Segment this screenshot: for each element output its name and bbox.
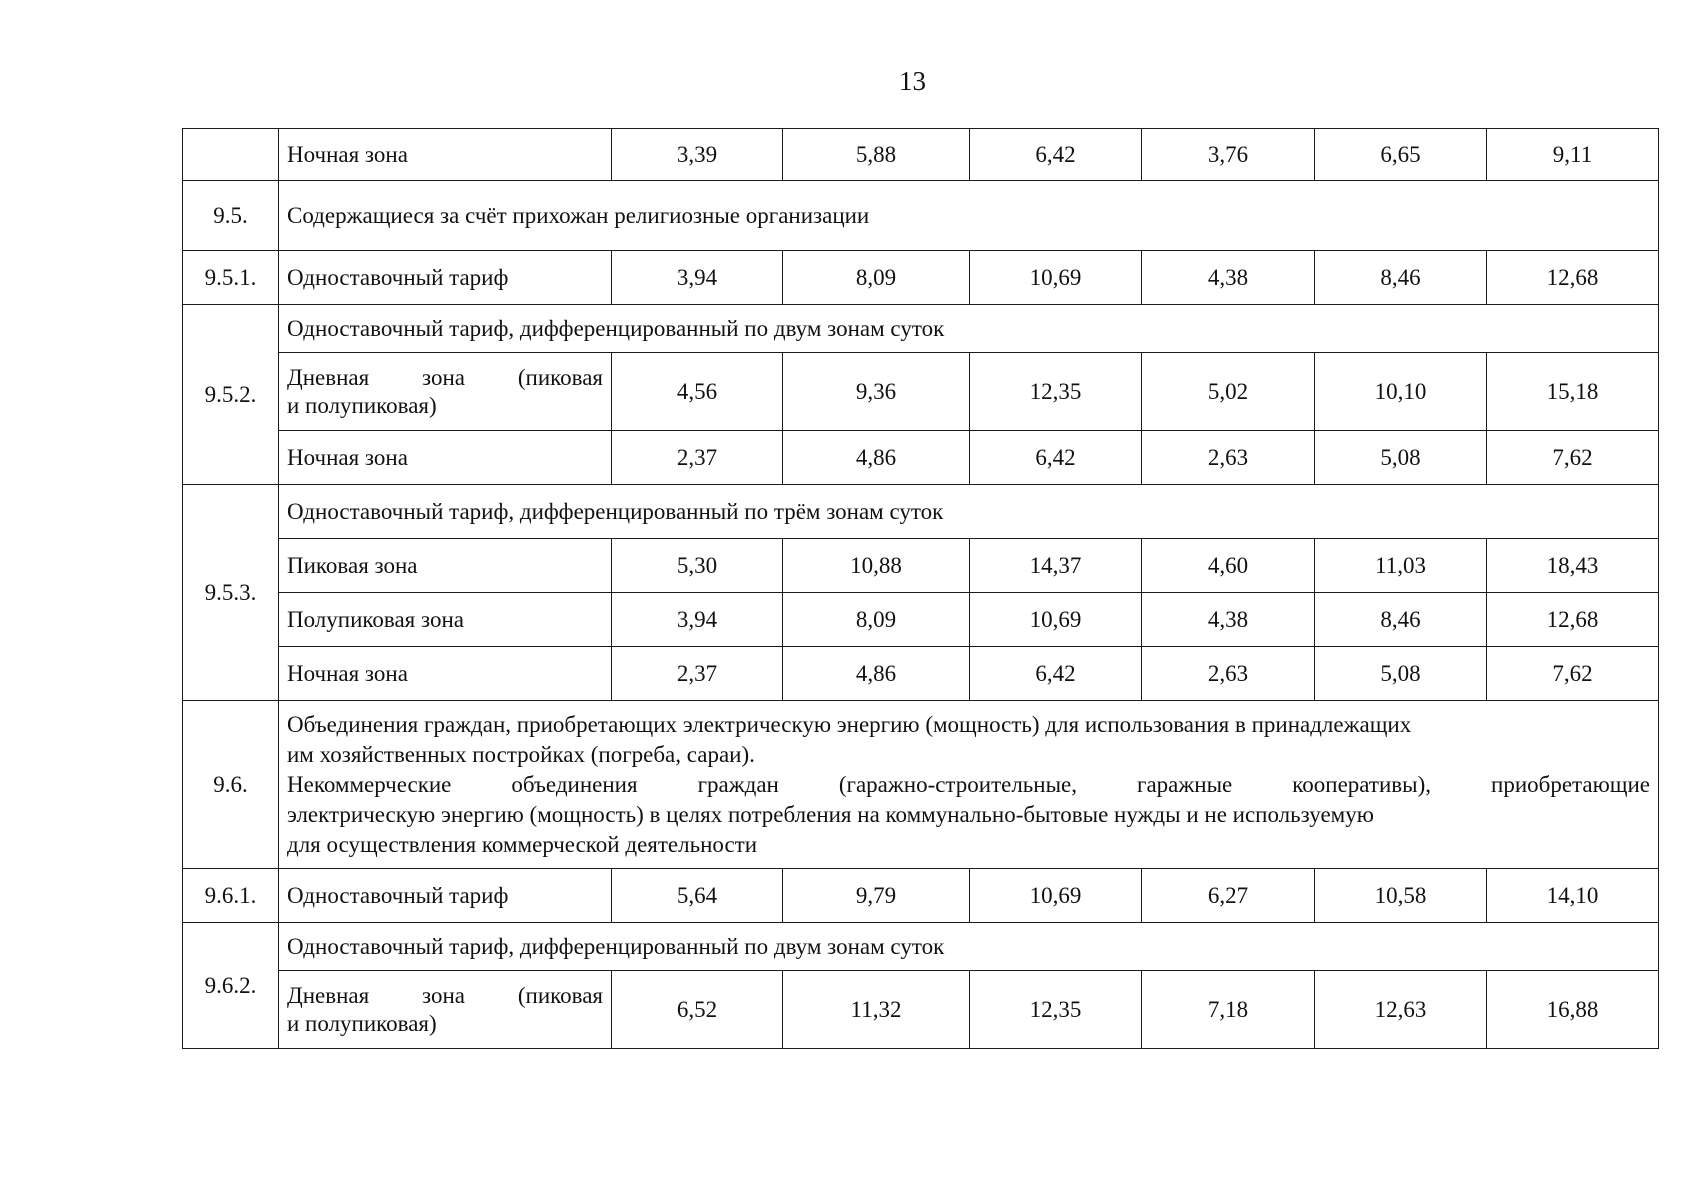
section-line: Некоммерческие объединения граждан (гаражно-строительные, гаражные кооперативы), приобретающие (287, 771, 1650, 797)
section-line: Объединения граждан, приобретающих электрическую энергию (мощность) для использования в принадлежащих (287, 711, 1412, 737)
value-cell: 9,36 (783, 353, 970, 431)
value-cell: 3,39 (612, 129, 783, 181)
value-cell: 6,65 (1315, 129, 1487, 181)
value-cell: 3,76 (1142, 129, 1315, 181)
value-cell: 9,11 (1487, 129, 1659, 181)
value-cell: 10,58 (1315, 869, 1487, 923)
value-cell: 10,88 (783, 539, 970, 593)
value-cell: 2,63 (1142, 647, 1315, 701)
table-row (183, 971, 1659, 1049)
value-cell: 14,37 (970, 539, 1142, 593)
value-cell: 4,86 (783, 431, 970, 485)
table-row (183, 353, 1659, 431)
row-code-cell: 9.5.3. (183, 485, 279, 701)
value-cell: 9,79 (783, 869, 970, 923)
subsection-title: Одноставочный тариф, дифференцированный по трём зонам суток (279, 485, 1659, 539)
value-cell: 5,88 (783, 129, 970, 181)
row-name-line: Дневная зона (пиковая (287, 364, 603, 390)
table-row (183, 539, 1659, 593)
table-row (183, 129, 1659, 181)
section-description (279, 701, 1659, 869)
row-name-cell (279, 353, 612, 431)
value-cell: 12,68 (1487, 593, 1659, 647)
value-cell: 8,46 (1315, 251, 1487, 305)
row-code-cell: 9.5.1. (183, 251, 279, 305)
value-cell: 14,10 (1487, 869, 1659, 923)
value-cell: 18,43 (1487, 539, 1659, 593)
table-row (183, 869, 1659, 923)
tariff-table (182, 128, 1659, 1049)
row-name-cell: Одноставочный тариф (279, 251, 612, 305)
value-cell: 6,42 (970, 647, 1142, 701)
value-cell: 10,10 (1315, 353, 1487, 431)
subsection-row (183, 923, 1659, 971)
value-cell: 5,64 (612, 869, 783, 923)
value-cell: 2,37 (612, 647, 783, 701)
subsection-title: Одноставочный тариф, дифференцированный по двум зонам суток (279, 305, 1659, 353)
section-title: Содержащиеся за счёт прихожан религиозные организации (279, 181, 1659, 251)
value-cell: 10,69 (970, 869, 1142, 923)
row-name-cell: Ночная зона (279, 647, 612, 701)
value-cell: 5,08 (1315, 647, 1487, 701)
subsection-row (183, 305, 1659, 353)
section-row (183, 701, 1659, 869)
value-cell: 3,94 (612, 251, 783, 305)
value-cell: 12,68 (1487, 251, 1659, 305)
subsection-title: Одноставочный тариф, дифференцированный по двум зонам суток (279, 923, 1659, 971)
row-name-cell: Пиковая зона (279, 539, 612, 593)
value-cell: 7,62 (1487, 431, 1659, 485)
value-cell: 6,42 (970, 129, 1142, 181)
value-cell: 8,09 (783, 251, 970, 305)
row-name-cell: Ночная зона (279, 431, 612, 485)
value-cell: 8,46 (1315, 593, 1487, 647)
value-cell: 10,69 (970, 251, 1142, 305)
row-code-cell: 9.5. (183, 181, 279, 251)
row-code-cell: 9.6.2. (183, 923, 279, 1049)
value-cell: 12,63 (1315, 971, 1487, 1049)
value-cell: 4,60 (1142, 539, 1315, 593)
table-row (183, 251, 1659, 305)
row-name-cell: Одноставочный тариф (279, 869, 612, 923)
section-row (183, 181, 1659, 251)
value-cell: 6,42 (970, 431, 1142, 485)
value-cell: 10,69 (970, 593, 1142, 647)
row-code-cell: 9.5.2. (183, 305, 279, 485)
value-cell: 12,35 (970, 971, 1142, 1049)
row-code-cell: 9.6.1. (183, 869, 279, 923)
section-line: для осуществления коммерческой деятельности (287, 831, 758, 857)
value-cell: 11,32 (783, 971, 970, 1049)
table-row (183, 431, 1659, 485)
value-cell: 7,62 (1487, 647, 1659, 701)
value-cell: 2,37 (612, 431, 783, 485)
row-code-cell: 9.6. (183, 701, 279, 869)
value-cell: 4,56 (612, 353, 783, 431)
value-cell: 16,88 (1487, 971, 1659, 1049)
value-cell: 6,27 (1142, 869, 1315, 923)
page-number: 13 (899, 66, 926, 96)
value-cell: 8,09 (783, 593, 970, 647)
value-cell: 6,52 (612, 971, 783, 1049)
row-name-cell: Ночная зона (279, 129, 612, 181)
value-cell: 7,18 (1142, 971, 1315, 1049)
subsection-row (183, 485, 1659, 539)
section-line: им хозяйственных постройках (погреба, сараи). (287, 741, 755, 767)
value-cell: 4,38 (1142, 593, 1315, 647)
row-name-line: Дневная зона (пиковая (287, 982, 603, 1008)
value-cell: 4,86 (783, 647, 970, 701)
value-cell: 3,94 (612, 593, 783, 647)
value-cell: 11,03 (1315, 539, 1487, 593)
value-cell: 15,18 (1487, 353, 1659, 431)
value-cell: 12,35 (970, 353, 1142, 431)
row-name-cell (279, 971, 612, 1049)
table-row (183, 593, 1659, 647)
section-line: электрическую энергию (мощность) в целях потребления на коммунально-бытовые нужды и не используемую (287, 801, 1374, 827)
row-name-cell: Полупиковая зона (279, 593, 612, 647)
row-name-line: и полупиковая) (287, 1010, 437, 1036)
row-code-cell (183, 129, 279, 181)
value-cell: 5,08 (1315, 431, 1487, 485)
value-cell: 5,02 (1142, 353, 1315, 431)
table-row (183, 647, 1659, 701)
value-cell: 5,30 (612, 539, 783, 593)
value-cell: 4,38 (1142, 251, 1315, 305)
value-cell: 2,63 (1142, 431, 1315, 485)
row-name-line: и полупиковая) (287, 392, 437, 418)
